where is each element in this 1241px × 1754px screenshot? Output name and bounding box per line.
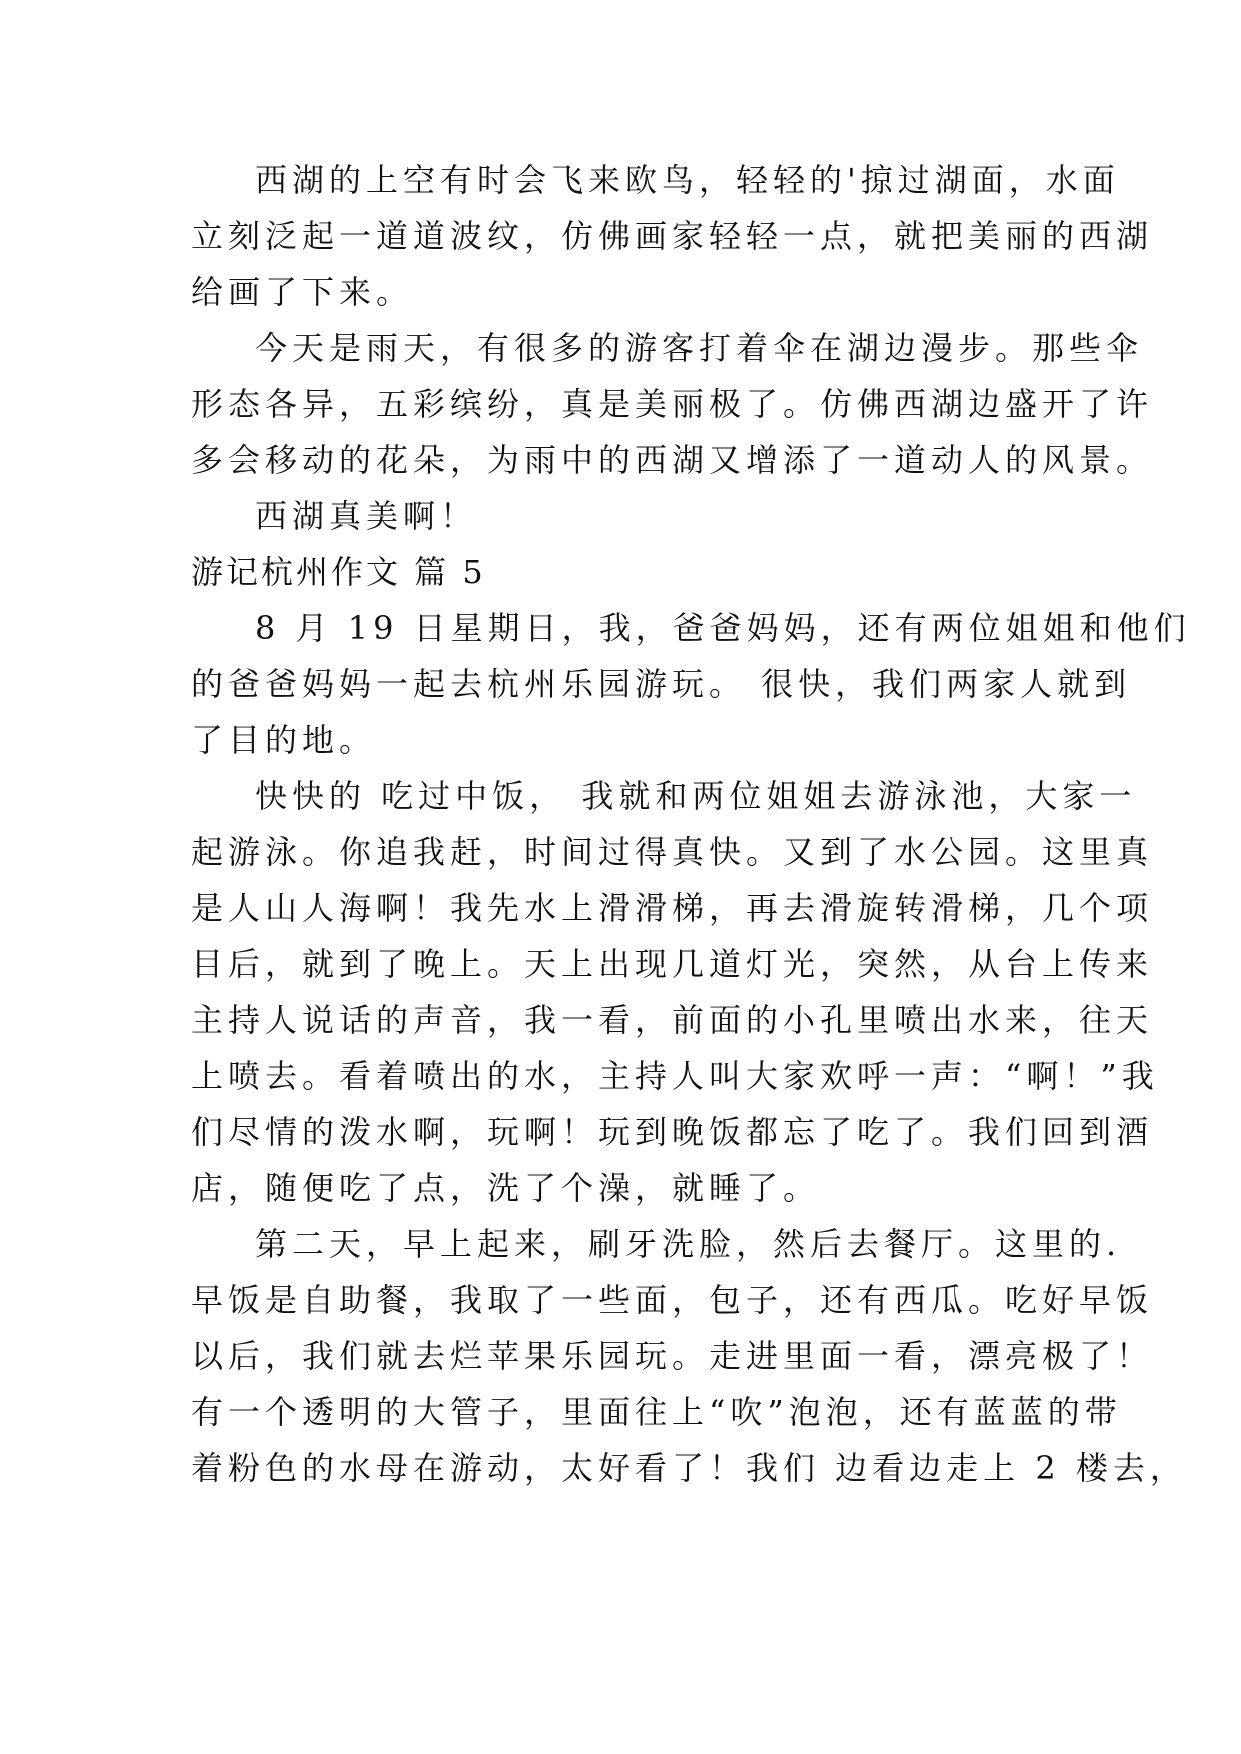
paragraph-line: 们尽情的泼水啊，玩啊！玩到晚饭都忘了吃了。我们回到酒 xyxy=(191,1113,1154,1151)
paragraph-line: 以后，我们就去烂苹果乐园玩。走进里面一看，漂亮极了！ xyxy=(191,1337,1154,1375)
paragraph-line: 给画了下来。 xyxy=(191,273,414,311)
paragraph-line: 立刻泛起一道道波纹，仿佛画家轻轻一点，就把美丽的西湖 xyxy=(191,217,1154,255)
paragraph-line: 快快的 吃过中饭， 我就和两位姐姐去游泳池，大家一 xyxy=(255,777,1137,815)
paragraph-line: 主持人说话的声音，我一看，前面的小孔里喷出水来，往天 xyxy=(191,1001,1154,1039)
paragraph-line: 起游泳。你追我赶，时间过得真快。又到了水公园。这里真 xyxy=(191,833,1154,871)
paragraph-line: 今天是雨天，有很多的游客打着伞在湖边漫步。那些伞 xyxy=(255,329,1144,367)
paragraph-line: 早饭是自助餐，我取了一些面，包子，还有西瓜。吃好早饭 xyxy=(191,1281,1154,1319)
paragraph-line: 西湖的上空有时会飞来欧鸟，轻轻的'掠过湖面，水面 xyxy=(255,161,1120,199)
paragraph-line: 着粉色的水母在游动，太好看了！我们 边看边走上 2 楼去， xyxy=(191,1449,1187,1487)
paragraph-line: 上喷去。看着喷出的水，主持人叫大家欢呼一声：“啊！”我 xyxy=(191,1057,1159,1095)
paragraph-line: 西湖真美啊！ xyxy=(255,497,478,535)
paragraph-line: 第二天，早上起来，刷牙洗脸，然后去餐厅。这里的. xyxy=(255,1225,1122,1263)
paragraph-line: 是人山人海啊！我先水上滑滑梯，再去滑旋转滑梯，几个项 xyxy=(191,889,1154,927)
section-heading: 游记杭州作文 篇 5 xyxy=(191,553,486,591)
paragraph-line: 目后，就到了晚上。天上出现几道灯光，突然，从台上传来 xyxy=(191,945,1154,983)
paragraph-line: 有一个透明的大管子，里面往上“吹”泡泡，还有蓝蓝的带 xyxy=(191,1393,1122,1431)
paragraph-line: 8 月 19 日星期日，我，爸爸妈妈，还有两位姐姐和他们 xyxy=(255,609,1191,647)
paragraph-line: 了目的地。 xyxy=(191,721,377,759)
paragraph-line: 的爸爸妈妈一起去杭州乐园游玩。 很快，我们两家人就到 xyxy=(191,665,1132,703)
paragraph-line: 多会移动的花朵，为雨中的西湖又增添了一道动人的风景。 xyxy=(191,441,1154,479)
paragraph-line: 形态各异，五彩缤纷，真是美丽极了。仿佛西湖边盛开了许 xyxy=(191,385,1154,423)
paragraph-line: 店，随便吃了点，洗了个澡，就睡了。 xyxy=(191,1169,821,1207)
